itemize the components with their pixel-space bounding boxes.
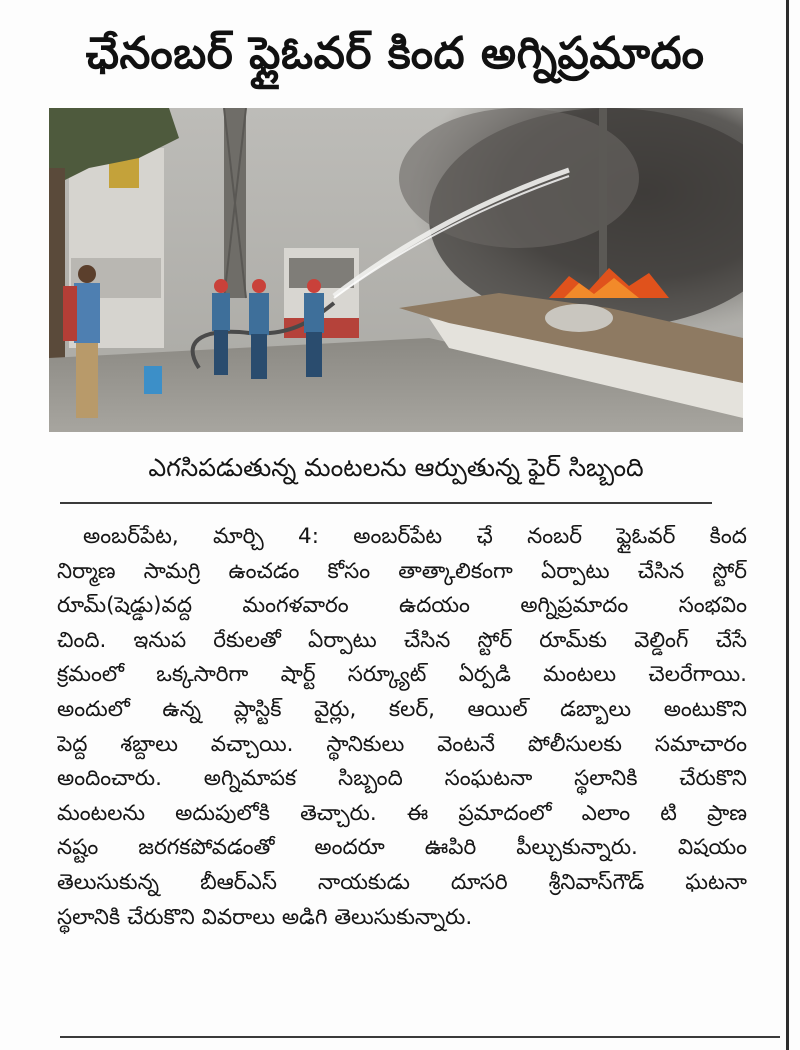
body-line: క్రమంలో ఒక్కసారిగా షార్ట్ సర్క్యూట్ ఏర్పడి మంటలు చెలరేగాయి.: [57, 662, 747, 688]
body-line: మంటలను అదుపులోకి తెచ్చారు. ఈ ప్రమాదంలో ఎలాం టి ప్రాణ: [57, 800, 747, 826]
body-line: స్థలానికి చేరుకొని వివరాలు అడిగి తెలుసుకున్నారు.: [57, 904, 473, 930]
body-line: నిర్మాణ సామగ్రి ఉంచడం కోసం తాత్కాలికంగా ఏర్పాటు చేసిన స్టోర్: [57, 558, 747, 584]
body-line: చింది. ఇనుప రేకులతో ఏర్పాటు చేసిన స్టోర్ రూమ్‌కు వెల్డింగ్ చేసే: [57, 627, 747, 653]
news-photo: [49, 108, 743, 432]
body-line: పెద్ద శబ్దాలు వచ్చాయి. స్థానికులు వెంటనే పోలీసులకు సమాచారం: [57, 731, 747, 757]
body-line: నష్టం జరగకపోవడంతో అందరూ ఊపిరి పీల్చుకున్నారు. విషయం: [57, 835, 747, 861]
fire-scene-illustration: [49, 108, 743, 432]
photo-caption: ఎగసిపడుతున్న మంటలను ఆర్పుతున్న ఫైర్ సిబ్బంది: [148, 453, 644, 482]
article-body: [57, 520, 747, 935]
column-divider: [786, 0, 789, 1050]
body-line: రూమ్(షెడ్డు)వద్ద మంగళవారం ఉదయం అగ్నిప్రమాదం సంభవిం: [57, 593, 747, 619]
body-line: అందించారు. అగ్నిమాపక సిబ్బంది సంఘటనా స్థలానికి చేరుకొని: [57, 766, 747, 792]
headline: ఛేనంబర్ ఫ్లైఓవర్ కింద అగ్నిప్రమాదం: [85, 28, 705, 79]
body-line: అంబర్‌పేట, మార్చి 4: అంబర్‌పేట ఛే నంబర్ ఫ్లైఓవర్ కింద: [83, 524, 747, 549]
caption-divider: [60, 502, 712, 504]
bottom-divider: [60, 1036, 780, 1038]
body-line: తెలుసుకున్న బీఆర్ఎస్ నాయకుడు దూసరి శ్రీనివాస్‌గౌడ్ ఘటనా: [57, 869, 747, 895]
body-line: అందులో ఉన్న ప్లాస్టిక్ వైర్లు, కలర్, ఆయిల్ డబ్బాలు అంటుకొని: [57, 696, 747, 722]
